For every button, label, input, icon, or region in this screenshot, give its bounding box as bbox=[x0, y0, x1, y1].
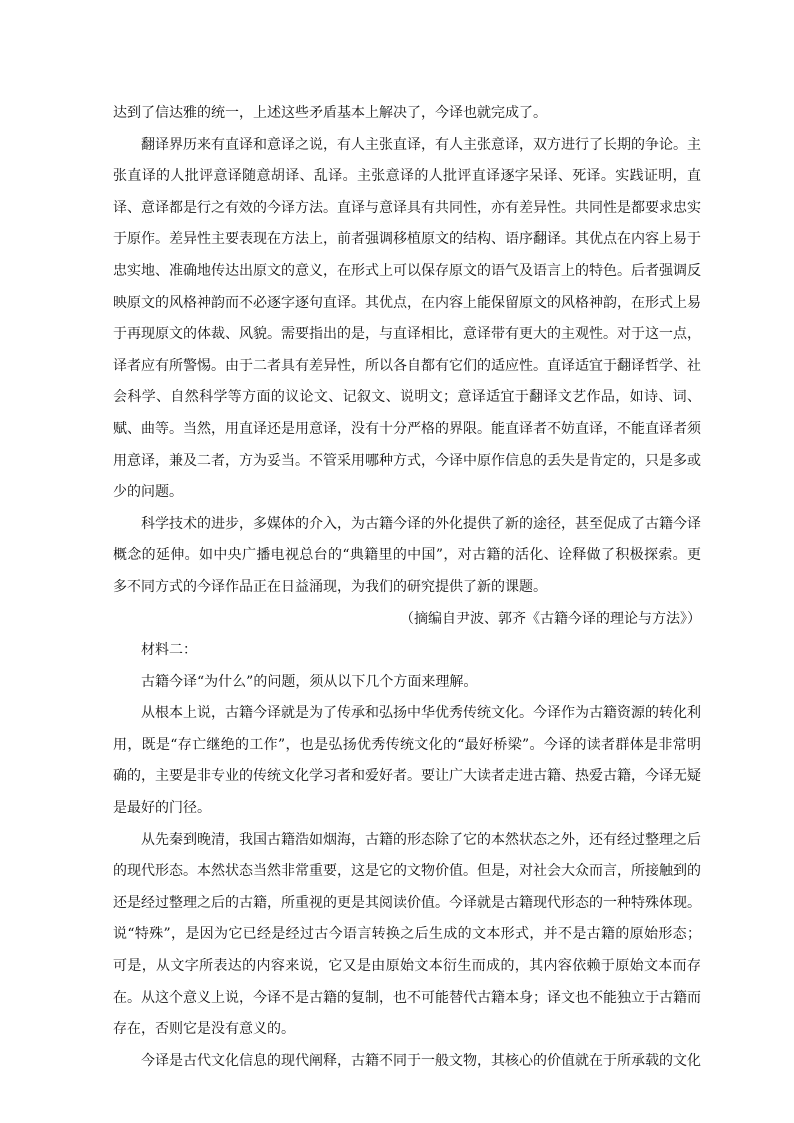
source-citation: （摘编自尹波、郭齐《古籍今译的理论与方法》） bbox=[400, 610, 701, 627]
paragraph-literal-vs-free-translation: 翻译界历来有直译和意译之说，有人主张直译，有人主张意译，双方进行了长期的争论。主张直译的人批评意译随意胡译、乱译。主张意译的人批评直译逐字呆译、死译。实践证明，直译、意译都是行之有效的今译方法。直译与意译具有共同性，亦有差异性。共同性是都要求忠实于原作。差异性主要表现在方法上，前者强调移植原文的结构、语序翻译。其优点在内容上易于忠实地、准确地传达出原文的意义，在形式上可以保存原文的语气及语言上的特色。后者强调反映原文的风格神韵而不必逐字逐句直译。其优点，在内容上能保留原文的风格神韵，在形式上易于再现原文的体裁、风貌。需要指出的是，与直译相比，意译带有更大的主观性。对于这一点，译者应有所警惕。由于二者具有差异性，所以各自都有它们的适应性。直译适宜于翻译哲学、社会科学、自然科学等方面的议论文、记叙文、说明文；意译适宜于翻译文艺作品，如诗、词、赋、曲等。当然，用直译还是用意译，没有十分严格的界限。能直译者不妨直译，不能直译者须用意译，兼及二者，方为妥当。不管采用哪种方式，今译中原作信息的丢失是肯定的，只是多或少的问题。 bbox=[113, 136, 701, 501]
material-two-body bbox=[113, 667, 701, 1078]
paragraph-technology-progress: 科学技术的进步，多媒体的介入，为古籍今译的外化提供了新的途径，甚至促成了古籍今译概念的延伸。如中央广播电视总台的“典籍里的中国”，对古籍的活化、诠释做了积极探索。更多不同方式的今译作品正在日益涌现，为我们的研究提供了新的课题。 bbox=[113, 515, 701, 595]
paragraph-continuation: 达到了信达雅的统一，上述这些矛盾基本上解决了，今译也就完成了。 bbox=[113, 105, 547, 121]
material-one-body bbox=[113, 98, 701, 635]
paragraph-modern-interpretation: 今译是古代文化信息的现代阐释，古籍不同于一般文物，其核心的价值就在于所承载的文化 bbox=[141, 1052, 701, 1069]
paragraph-fundamental-purpose: 从根本上说，古籍今译就是为了传承和弘扬中华优秀传统文化。今译作为古籍资源的转化利用，既是“存亡继绝的工作”，也是弘扬优秀传统文化的“最好桥梁”。今译的读者群体是非常明确的，主要是非专业的传统文化学习者和爱好者。要让广大读者走进古籍、热爱古籍，今译无疑是最好的门径。 bbox=[113, 705, 701, 817]
paragraph-modern-form: 从先秦到晚清，我国古籍浩如烟海，古籍的形态除了它的本然状态之外，还有经过整理之后的现代形态。本然状态当然非常重要，这是它的文物价值。但是，对社会大众而言，所接触到的还是经过整理之后的古籍，所重视的更是其阅读价值。今译就是古籍现代形态的一种特殊体现。说“特殊”，是因为它已经是经过古今语言转换之后生成的文本形式，并不是古籍的原始形态；可是，从文字所表达的内容来说，它又是由原始文本衍生而成的，其内容依赖于原始文本而存在。从这个意义上说，今译不是古籍的复制，也不可能替代古籍本身；译文也不能独立于古籍而存在，否则它是没有意义的。 bbox=[113, 831, 701, 1038]
material-two-label: 材料二： bbox=[141, 642, 197, 659]
paragraph-why-question: 古籍今译“为什么”的问题，须从以下几个方面来理解。 bbox=[141, 673, 478, 690]
